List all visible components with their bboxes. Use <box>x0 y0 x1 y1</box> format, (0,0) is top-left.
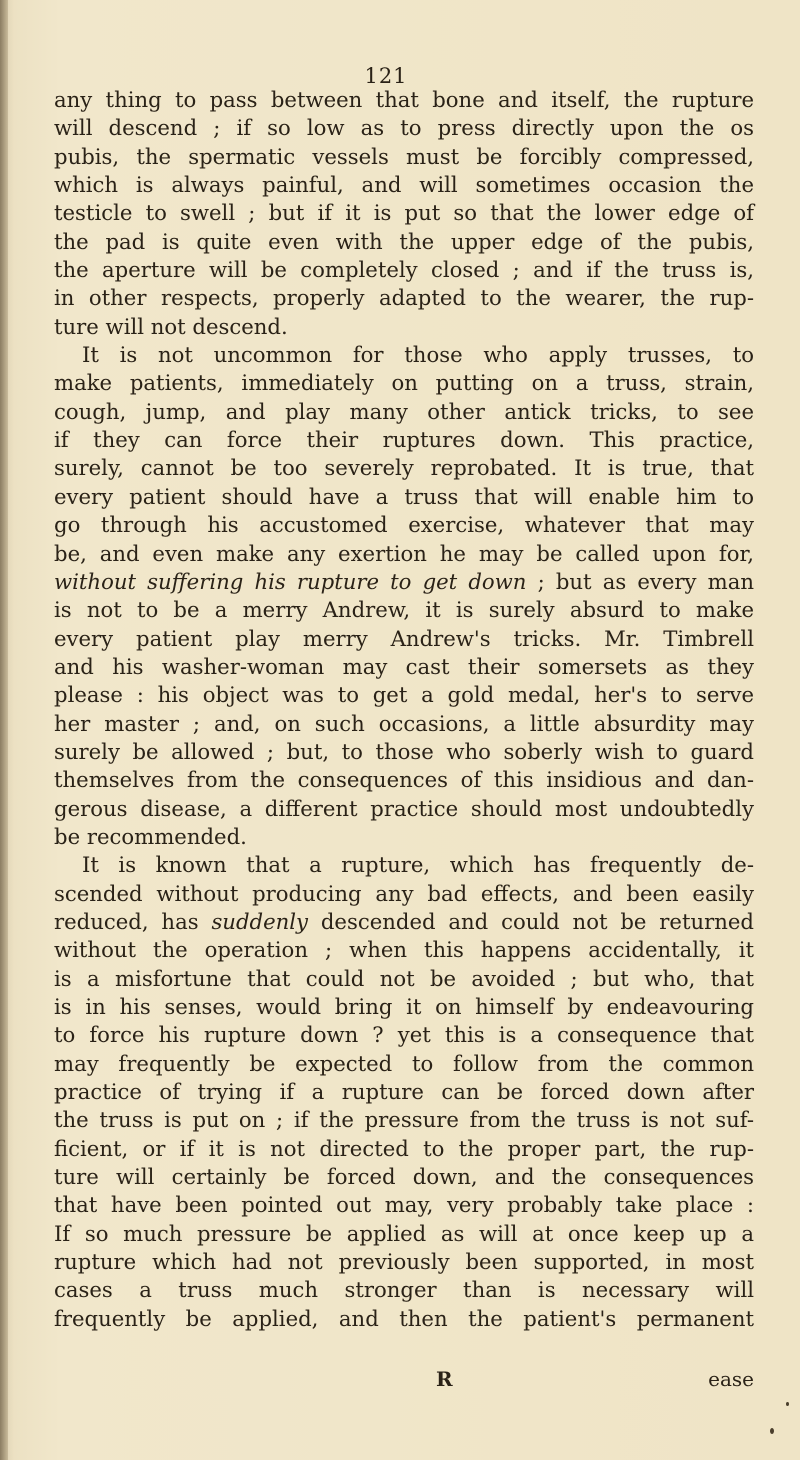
text-line: testicle to swell ; but if it is put so that the lower edge of <box>54 200 754 226</box>
text-line: the pad is quite even with the upper edge of the pubis, <box>54 228 754 254</box>
text-line: be, and even make any exertion he may be called upon for, <box>54 540 754 566</box>
text-line: the truss is put on ; if the pressure from the truss is not suf- <box>54 1107 754 1133</box>
text-line: ture will certainly be forced down, and the consequences <box>54 1164 754 1190</box>
text-line: every patient should have a truss that will enable him to <box>54 483 754 509</box>
page-number: 121 <box>364 64 408 88</box>
italic-word: suddenly <box>211 908 309 934</box>
page-gutter <box>0 0 8 1460</box>
text-line: cough, jump, and play many other antick tricks, to see <box>54 398 754 424</box>
text-line: cases a truss much stronger than is necessary will <box>54 1277 754 1303</box>
body-text <box>54 86 754 1333</box>
text-line-with-italic <box>54 568 754 596</box>
text-line: is not to be a merry Andrew, it is surely absurd to make <box>54 597 754 623</box>
paragraph-end-line: be recommended. <box>54 823 247 849</box>
text-line: and his washer-woman may cast their somersets as they <box>54 653 754 679</box>
page-footer <box>54 1367 754 1397</box>
italic-phrase: without suffering his rupture to get down <box>54 568 527 594</box>
text-line: the aperture will be completely closed ; and if the truss is, <box>54 257 754 283</box>
catchword: ease <box>708 1367 754 1391</box>
text-line: surely, cannot be too severely reprobated. It is true, that <box>54 455 754 481</box>
line-prefix: reduced, has <box>54 908 212 934</box>
text-line: make patients, immediately on putting on a truss, strain, <box>54 370 754 396</box>
text-line: which is always painful, and will sometimes occasion the <box>54 172 754 198</box>
text-line: may frequently be expected to follow from the common <box>54 1050 754 1076</box>
text-line: if they can force their ruptures down. This practice, <box>54 427 754 453</box>
text-line: is in his senses, would bring it on himself by endeavouring <box>54 994 754 1019</box>
text-line: will descend ; if so low as to press directly upon the os <box>54 115 754 141</box>
text-line: please : his object was to get a gold medal, her's to serve <box>54 682 754 708</box>
text-line: in other respects, properly adapted to the wearer, the rup- <box>54 285 754 311</box>
ink-speck <box>786 1402 789 1406</box>
text-line: themselves from the consequences of this insidious and dan- <box>54 767 754 793</box>
line-remainder: descended and could not be returned <box>308 908 754 934</box>
text-line: that have been pointed out may, very probably take place : <box>54 1192 754 1218</box>
text-line-with-italic <box>54 908 754 936</box>
text-line: frequently be applied, and then the patient's permanent <box>54 1305 754 1331</box>
text-line: pubis, the spermatic vessels must be forcibly compressed, <box>54 143 754 169</box>
text-line: go through his accustomed exercise, whatever that may <box>54 512 754 538</box>
ink-speck <box>770 1428 774 1434</box>
text-line: gerous disease, a different practice should most undoubtedly <box>54 795 754 821</box>
paragraph-end-line: ture will not descend. <box>54 313 288 339</box>
line-remainder: ; but as every man <box>526 568 754 594</box>
text-line: to force his rupture down ? yet this is a consequence that <box>54 1022 754 1048</box>
text-line: surely be allowed ; but, to those who soberly wish to guard <box>54 738 754 764</box>
text-line: any thing to pass between that bone and itself, the rupture <box>54 87 754 112</box>
paragraph-start-line: It is not uncommon for those who apply trusses, to <box>82 342 754 368</box>
text-line: every patient play merry Andrew's tricks. Mr. Timbrell <box>54 625 754 651</box>
text-line: scended without producing any bad effects, and been easily <box>54 880 754 906</box>
text-line: practice of trying if a rupture can be forced down after <box>54 1079 754 1105</box>
text-line: rupture which had not previously been supported, in most <box>54 1249 754 1275</box>
text-line: If so much pressure be applied as will at once keep up a <box>54 1220 754 1246</box>
signature-mark: R <box>436 1367 453 1391</box>
paragraph-start-line: It is known that a rupture, which has frequently de- <box>82 852 754 878</box>
text-line: her master ; and, on such occasions, a little absurdity may <box>54 710 754 736</box>
text-line: without the operation ; when this happens accidentally, it <box>54 937 754 963</box>
text-line: is a misfortune that could not be avoided ; but who, that <box>54 965 754 991</box>
text-line: ficient, or if it is not directed to the proper part, the rup- <box>54 1135 754 1161</box>
